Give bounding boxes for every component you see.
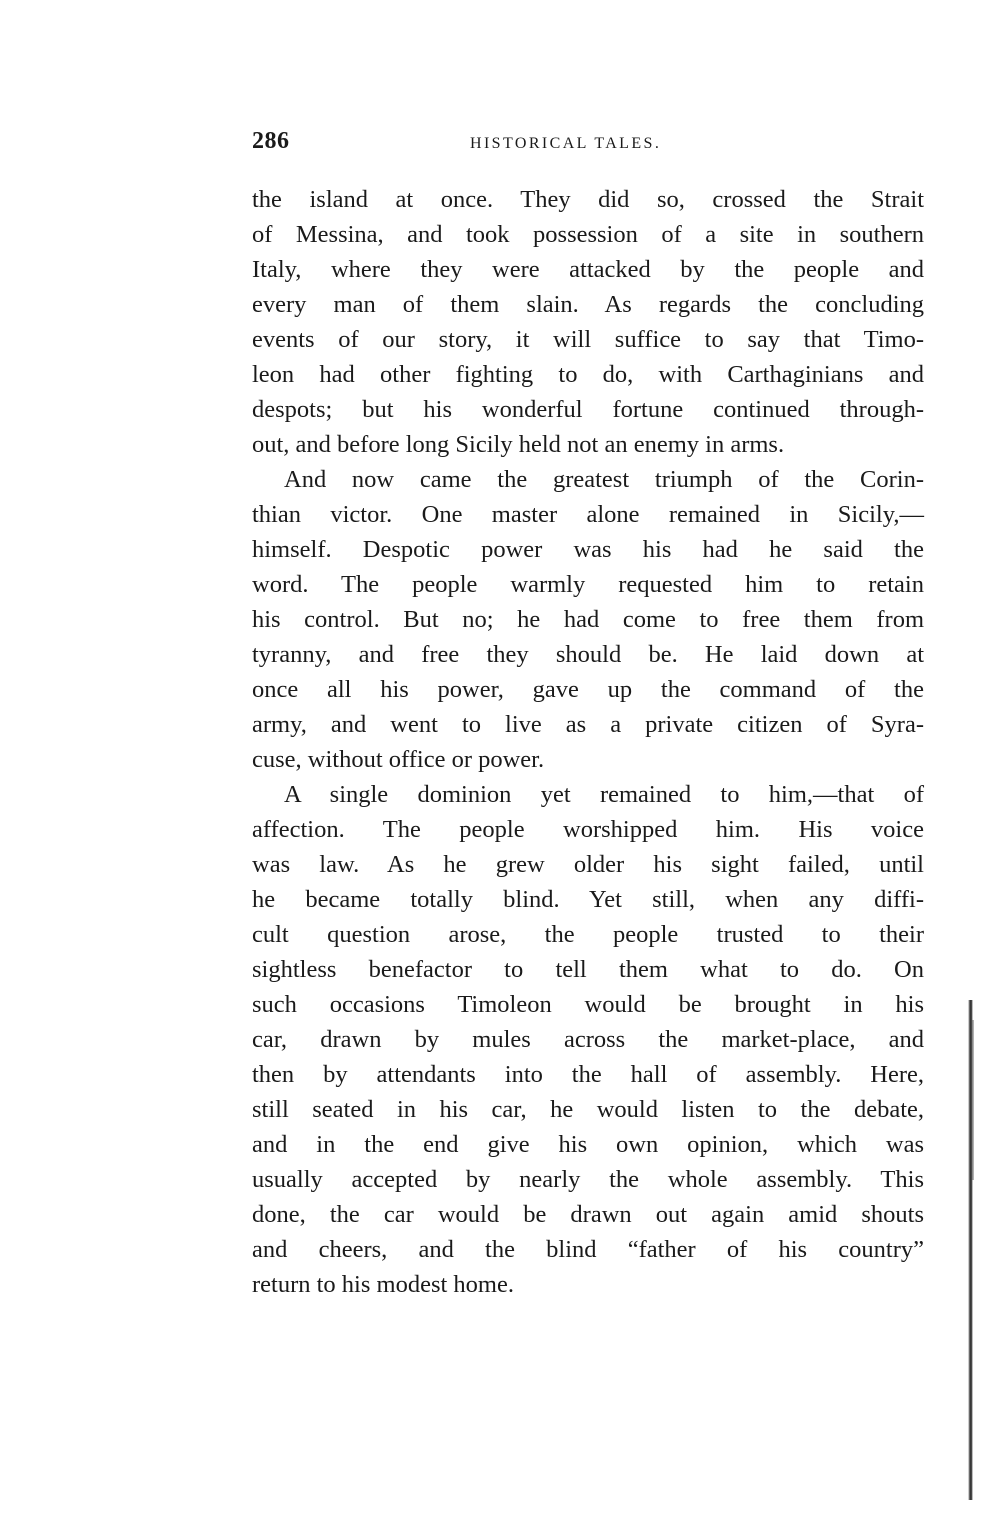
page-number: 286 xyxy=(252,128,290,154)
text-line: and in the end give his own opinion, which was xyxy=(252,1131,924,1158)
text-line: word. The people warmly requested him to retain xyxy=(252,571,924,598)
body-text xyxy=(252,182,924,1302)
text-line: once all his power, gave up the command of the xyxy=(252,676,924,703)
text-line: and cheers, and the blind “father of his country” xyxy=(252,1236,924,1263)
text-line: still seated in his car, he would listen to the debate, xyxy=(252,1096,924,1123)
text-line: of Messina, and took possession of a site in southern xyxy=(252,221,924,248)
text-line: sightless benefactor to tell them what to do. On xyxy=(252,956,924,983)
text-line: every man of them slain. As regards the concluding xyxy=(252,291,924,318)
text-line: then by attendants into the hall of assembly. Here, xyxy=(252,1061,924,1088)
text-line: cult question arose, the people trusted to their xyxy=(252,921,924,948)
text-line: despots; but his wonderful fortune continued through- xyxy=(252,396,924,423)
text-line: army, and went to live as a private citizen of Syra- xyxy=(252,711,924,738)
text-line: he became totally blind. Yet still, when any diffi- xyxy=(252,886,924,913)
text-line: was law. As he grew older his sight failed, until xyxy=(252,851,924,878)
text-line: the island at once. They did so, crossed the Strait xyxy=(252,186,924,213)
text-line: his control. But no; he had come to free them from xyxy=(252,606,924,633)
scan-edge-faint xyxy=(972,1020,974,1180)
text-line: car, drawn by mules across the market-place, and xyxy=(252,1026,924,1053)
page-header xyxy=(252,128,924,164)
text-line: himself. Despotic power was his had he said the xyxy=(252,536,924,563)
running-title: HISTORICAL TALES. xyxy=(470,135,662,152)
text-line: done, the car would be drawn out again amid shouts xyxy=(252,1201,924,1228)
text-line: events of our story, it will suffice to say that Timo- xyxy=(252,326,924,353)
text-line: And now came the greatest triumph of the Corin- xyxy=(284,466,924,493)
text-line: A single dominion yet remained to him,—that of xyxy=(284,781,924,808)
text-line: cuse, without office or power. xyxy=(252,746,545,773)
text-line: usually accepted by nearly the whole assembly. This xyxy=(252,1166,924,1193)
text-line: return to his modest home. xyxy=(252,1271,514,1298)
text-line: tyranny, and free they should be. He laid down at xyxy=(252,641,924,668)
text-line: leon had other fighting to do, with Carthaginians and xyxy=(252,361,924,388)
text-line: thian victor. One master alone remained in Sicily,— xyxy=(252,501,924,528)
text-line: out, and before long Sicily held not an enemy in arms. xyxy=(252,431,785,458)
text-line: affection. The people worshipped him. His voice xyxy=(252,816,924,843)
text-line: such occasions Timoleon would be brought in his xyxy=(252,991,924,1018)
text-line: Italy, where they were attacked by the people and xyxy=(252,256,924,283)
